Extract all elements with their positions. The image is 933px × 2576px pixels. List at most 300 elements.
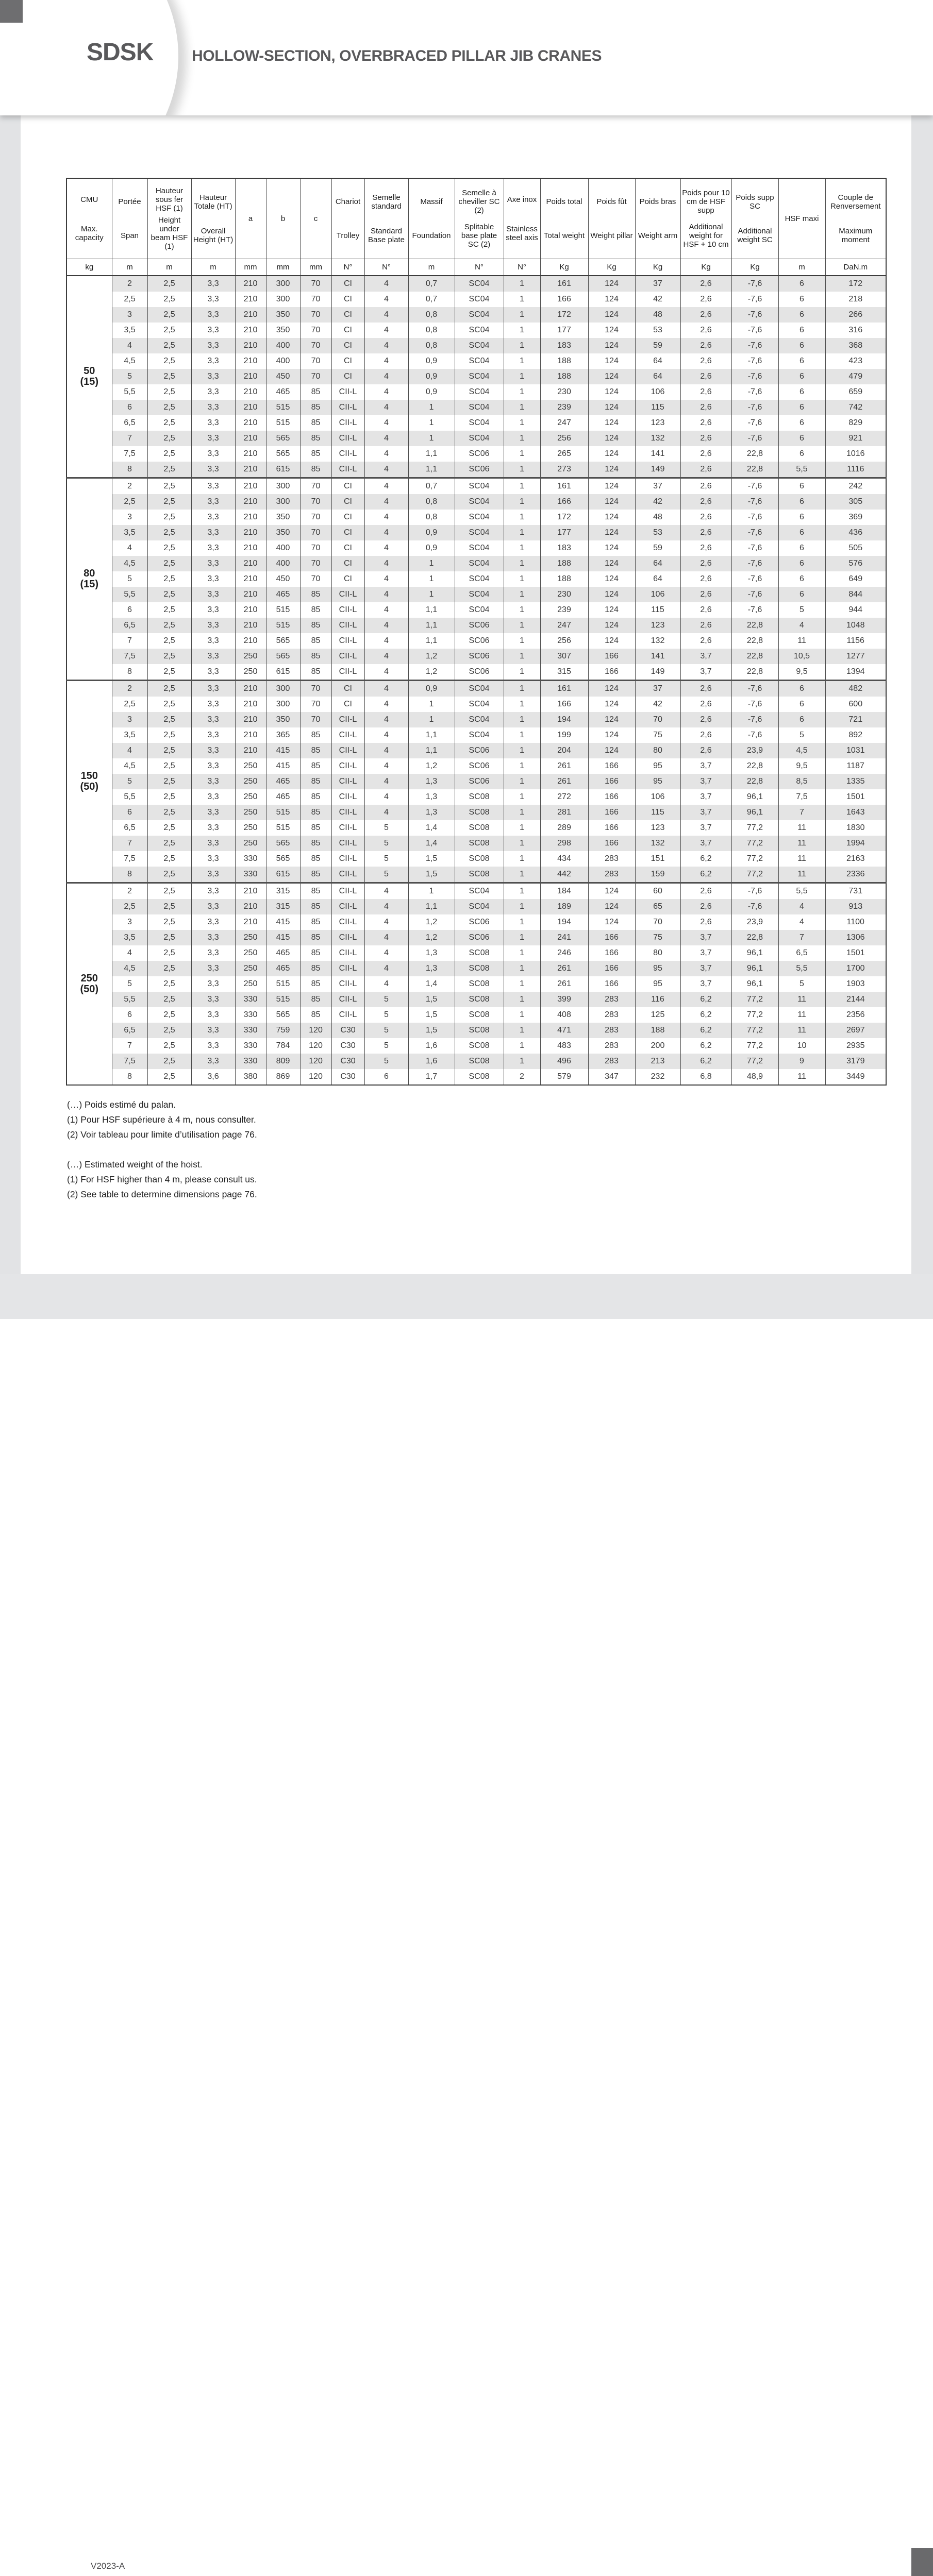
table-cell: 1116 bbox=[825, 462, 886, 478]
table-cell: 124 bbox=[588, 571, 635, 587]
table-cell: 1 bbox=[504, 727, 540, 743]
table-row bbox=[66, 400, 886, 415]
table-cell: 210 bbox=[235, 556, 266, 571]
table-cell: 4,5 bbox=[112, 353, 147, 369]
table-cell: 5,5 bbox=[778, 883, 825, 900]
table-cell: 515 bbox=[266, 602, 300, 618]
table-cell: 1 bbox=[504, 525, 540, 540]
table-cell: 5 bbox=[364, 1007, 408, 1023]
col-header-pillar-weight: Poids fût Weight pillar bbox=[588, 178, 635, 259]
table-cell: 1 bbox=[504, 664, 540, 681]
table-cell: 3,3 bbox=[191, 867, 235, 883]
table-cell: 2935 bbox=[825, 1038, 886, 1054]
table-cell: 2,5 bbox=[147, 1007, 191, 1023]
table-row bbox=[66, 510, 886, 525]
table-cell: 4 bbox=[364, 510, 408, 525]
table-cell: CII-L bbox=[331, 602, 364, 618]
table-cell: 166 bbox=[540, 292, 588, 307]
table-cell: 5 bbox=[364, 1054, 408, 1069]
table-cell: 210 bbox=[235, 338, 266, 353]
table-cell: 579 bbox=[540, 1069, 588, 1085]
table-cell: SC04 bbox=[455, 292, 504, 307]
table-cell: 230 bbox=[540, 587, 588, 602]
table-cell: 22,8 bbox=[731, 618, 778, 633]
table-cell: 2,5 bbox=[147, 820, 191, 836]
table-cell: 166 bbox=[588, 664, 635, 681]
table-cell: 3,3 bbox=[191, 633, 235, 649]
table-cell: 85 bbox=[300, 587, 331, 602]
table-cell: CII-L bbox=[331, 633, 364, 649]
capacity-group-label: 50 (15) bbox=[66, 276, 112, 478]
table-cell: 0,7 bbox=[408, 292, 455, 307]
table-row bbox=[66, 914, 886, 930]
table-cell: 210 bbox=[235, 369, 266, 384]
table-row bbox=[66, 369, 886, 384]
table-cell: 132 bbox=[635, 431, 680, 446]
table-cell: 465 bbox=[266, 945, 300, 961]
unit-stainless-axis: N° bbox=[504, 259, 540, 276]
table-cell: 1,1 bbox=[408, 446, 455, 462]
table-cell: 423 bbox=[825, 353, 886, 369]
table-cell: 3,3 bbox=[191, 976, 235, 992]
col-header-hsf-maxi: HSF maxi bbox=[778, 178, 825, 259]
table-cell: 172 bbox=[540, 307, 588, 323]
table-cell: 177 bbox=[540, 525, 588, 540]
table-cell: 4,5 bbox=[112, 961, 147, 976]
table-cell: 70 bbox=[300, 681, 331, 697]
table-cell: 515 bbox=[266, 976, 300, 992]
table-cell: 96,1 bbox=[731, 976, 778, 992]
table-cell: C30 bbox=[331, 1038, 364, 1054]
table-row bbox=[66, 494, 886, 510]
units-row bbox=[66, 259, 886, 276]
table-cell: SC08 bbox=[455, 976, 504, 992]
table-cell: 315 bbox=[540, 664, 588, 681]
table-cell: SC04 bbox=[455, 276, 504, 292]
table-cell: 183 bbox=[540, 338, 588, 353]
table-cell: 132 bbox=[635, 836, 680, 851]
table-cell: 210 bbox=[235, 899, 266, 914]
table-row bbox=[66, 446, 886, 462]
table-cell: CII-L bbox=[331, 431, 364, 446]
table-cell: SC04 bbox=[455, 571, 504, 587]
col-header-b: b bbox=[266, 178, 300, 259]
table-cell: 4 bbox=[364, 899, 408, 914]
spec-table-container bbox=[66, 178, 887, 1086]
table-cell: 2,6 bbox=[680, 618, 731, 633]
table-cell: SC08 bbox=[455, 867, 504, 883]
table-cell: 3,3 bbox=[191, 338, 235, 353]
table-cell: -7,6 bbox=[731, 494, 778, 510]
table-cell: 1 bbox=[504, 867, 540, 883]
table-cell: -7,6 bbox=[731, 899, 778, 914]
table-cell: CI bbox=[331, 338, 364, 353]
table-cell: 4 bbox=[364, 292, 408, 307]
table-cell: 161 bbox=[540, 276, 588, 292]
footnote-fr-hoist: (…) Poids estimé du palan. bbox=[67, 1099, 176, 1110]
table-cell: -7,6 bbox=[731, 525, 778, 540]
table-cell: 2,6 bbox=[680, 571, 731, 587]
table-cell: 1,1 bbox=[408, 633, 455, 649]
table-cell: 721 bbox=[825, 712, 886, 727]
table-cell: 256 bbox=[540, 431, 588, 446]
table-cell: 1,3 bbox=[408, 789, 455, 805]
table-cell: 5 bbox=[364, 1038, 408, 1054]
table-cell: 166 bbox=[588, 649, 635, 664]
table-cell: 330 bbox=[235, 1038, 266, 1054]
table-cell: 250 bbox=[235, 789, 266, 805]
table-cell: 166 bbox=[588, 789, 635, 805]
table-cell: 759 bbox=[266, 1023, 300, 1038]
table-cell: 70 bbox=[300, 540, 331, 556]
table-cell: CI bbox=[331, 510, 364, 525]
table-cell: 6 bbox=[778, 478, 825, 495]
table-cell: SC06 bbox=[455, 758, 504, 774]
table-cell: 5,5 bbox=[112, 992, 147, 1007]
table-cell: 6,5 bbox=[112, 618, 147, 633]
table-cell: 6,2 bbox=[680, 1038, 731, 1054]
table-cell: 565 bbox=[266, 633, 300, 649]
right-margin-strip bbox=[911, 115, 933, 1274]
table-cell: 1,1 bbox=[408, 743, 455, 758]
table-cell: 565 bbox=[266, 446, 300, 462]
table-cell: 4 bbox=[364, 478, 408, 495]
col-header-c: c bbox=[300, 178, 331, 259]
table-cell: CI bbox=[331, 571, 364, 587]
table-cell: 2,5 bbox=[147, 276, 191, 292]
table-cell: 921 bbox=[825, 431, 886, 446]
table-cell: 23,9 bbox=[731, 914, 778, 930]
table-cell: 166 bbox=[588, 805, 635, 820]
table-cell: 77,2 bbox=[731, 836, 778, 851]
table-cell: 1 bbox=[504, 415, 540, 431]
table-cell: 6 bbox=[778, 712, 825, 727]
table-cell: 210 bbox=[235, 494, 266, 510]
table-cell: 250 bbox=[235, 961, 266, 976]
table-cell: 6,2 bbox=[680, 1023, 731, 1038]
table-cell: 0,9 bbox=[408, 369, 455, 384]
table-cell: 2,6 bbox=[680, 697, 731, 712]
table-row bbox=[66, 681, 886, 697]
table-cell: 3,7 bbox=[680, 976, 731, 992]
table-cell: -7,6 bbox=[731, 587, 778, 602]
table-cell: 5 bbox=[364, 1023, 408, 1038]
table-cell: 124 bbox=[588, 697, 635, 712]
unit-std-base-plate: N° bbox=[364, 259, 408, 276]
table-cell: 450 bbox=[266, 571, 300, 587]
table-cell: 1 bbox=[504, 556, 540, 571]
table-cell: 2,6 bbox=[680, 525, 731, 540]
col-header-total-weight: Poids total Total weight bbox=[540, 178, 588, 259]
table-cell: 22,8 bbox=[731, 633, 778, 649]
table-cell: 330 bbox=[235, 851, 266, 867]
table-cell: 210 bbox=[235, 618, 266, 633]
table-cell: 2,5 bbox=[147, 338, 191, 353]
table-cell: CI bbox=[331, 697, 364, 712]
table-cell: 3,3 bbox=[191, 805, 235, 820]
table-cell: 210 bbox=[235, 743, 266, 758]
table-cell: 1 bbox=[504, 494, 540, 510]
table-row bbox=[66, 820, 886, 836]
table-row bbox=[66, 571, 886, 587]
table-cell: 3,3 bbox=[191, 400, 235, 415]
table-cell: 1 bbox=[504, 961, 540, 976]
table-cell: 1,6 bbox=[408, 1054, 455, 1069]
table-cell: 124 bbox=[588, 478, 635, 495]
table-cell: SC04 bbox=[455, 400, 504, 415]
table-cell: 116 bbox=[635, 992, 680, 1007]
table-cell: CII-L bbox=[331, 836, 364, 851]
table-cell: 48 bbox=[635, 510, 680, 525]
table-cell: 70 bbox=[300, 353, 331, 369]
table-cell: 2,5 bbox=[147, 431, 191, 446]
table-cell: 2,5 bbox=[147, 789, 191, 805]
table-cell: 2,6 bbox=[680, 914, 731, 930]
table-cell: 48,9 bbox=[731, 1069, 778, 1085]
table-cell: 188 bbox=[635, 1023, 680, 1038]
table-cell: 7 bbox=[112, 633, 147, 649]
table-cell: 2,5 bbox=[147, 478, 191, 495]
table-cell: 1643 bbox=[825, 805, 886, 820]
table-cell: 70 bbox=[300, 292, 331, 307]
table-cell: 2,6 bbox=[680, 712, 731, 727]
table-cell: SC06 bbox=[455, 664, 504, 681]
table-cell: 210 bbox=[235, 681, 266, 697]
table-cell: 85 bbox=[300, 945, 331, 961]
table-cell: SC04 bbox=[455, 510, 504, 525]
table-cell: 6 bbox=[778, 510, 825, 525]
table-cell: 22,8 bbox=[731, 446, 778, 462]
table-cell: 3,3 bbox=[191, 697, 235, 712]
table-cell: 85 bbox=[300, 774, 331, 789]
table-cell: 0,8 bbox=[408, 323, 455, 338]
table-cell: SC04 bbox=[455, 883, 504, 900]
table-cell: 7,5 bbox=[112, 446, 147, 462]
table-cell: SC04 bbox=[455, 540, 504, 556]
table-row bbox=[66, 307, 886, 323]
table-cell: 11 bbox=[778, 867, 825, 883]
table-cell: SC08 bbox=[455, 1038, 504, 1054]
table-cell: 3,7 bbox=[680, 961, 731, 976]
table-cell: 3,5 bbox=[112, 727, 147, 743]
table-cell: 2,5 bbox=[147, 602, 191, 618]
table-cell: 3,3 bbox=[191, 462, 235, 478]
table-cell: CII-L bbox=[331, 462, 364, 478]
table-cell: 4 bbox=[364, 712, 408, 727]
table-cell: 250 bbox=[235, 836, 266, 851]
table-cell: 210 bbox=[235, 712, 266, 727]
table-cell: 70 bbox=[300, 571, 331, 587]
table-cell: 5 bbox=[364, 867, 408, 883]
table-cell: SC04 bbox=[455, 602, 504, 618]
table-cell: 3,3 bbox=[191, 587, 235, 602]
table-cell: CII-L bbox=[331, 774, 364, 789]
table-cell: 8,5 bbox=[778, 774, 825, 789]
table-cell: 3,3 bbox=[191, 664, 235, 681]
table-cell: 400 bbox=[266, 338, 300, 353]
table-cell: 194 bbox=[540, 914, 588, 930]
table-cell: CII-L bbox=[331, 743, 364, 758]
table-cell: CII-L bbox=[331, 945, 364, 961]
table-cell: 4 bbox=[364, 976, 408, 992]
table-cell: CII-L bbox=[331, 883, 364, 900]
table-cell: 1,5 bbox=[408, 1023, 455, 1038]
table-cell: 2,5 bbox=[147, 571, 191, 587]
table-cell: 80 bbox=[635, 743, 680, 758]
table-cell: 330 bbox=[235, 1023, 266, 1038]
table-cell: SC04 bbox=[455, 525, 504, 540]
table-cell: 6 bbox=[112, 805, 147, 820]
table-cell: 42 bbox=[635, 494, 680, 510]
table-cell: 2,5 bbox=[147, 914, 191, 930]
table-cell: 1 bbox=[504, 587, 540, 602]
table-cell: -7,6 bbox=[731, 353, 778, 369]
table-cell: CII-L bbox=[331, 805, 364, 820]
table-cell: CI bbox=[331, 525, 364, 540]
table-cell: 77,2 bbox=[731, 992, 778, 1007]
table-cell: 124 bbox=[588, 307, 635, 323]
unit-total-weight: Kg bbox=[540, 259, 588, 276]
table-cell: 1830 bbox=[825, 820, 886, 836]
table-cell: 2,5 bbox=[112, 697, 147, 712]
table-cell: 3 bbox=[112, 712, 147, 727]
table-cell: 42 bbox=[635, 292, 680, 307]
table-cell: 242 bbox=[825, 478, 886, 495]
table-cell: 1 bbox=[504, 602, 540, 618]
table-cell: 22,8 bbox=[731, 462, 778, 478]
table-cell: 600 bbox=[825, 697, 886, 712]
table-cell: 1 bbox=[504, 431, 540, 446]
table-cell: 3,3 bbox=[191, 602, 235, 618]
table-row bbox=[66, 478, 886, 495]
table-cell: 1,5 bbox=[408, 867, 455, 883]
table-cell: 77,2 bbox=[731, 1038, 778, 1054]
table-cell: 1394 bbox=[825, 664, 886, 681]
table-cell: 4 bbox=[364, 633, 408, 649]
table-cell: 11 bbox=[778, 1069, 825, 1085]
table-cell: 124 bbox=[588, 510, 635, 525]
table-cell: 283 bbox=[588, 1054, 635, 1069]
table-cell: 565 bbox=[266, 851, 300, 867]
table-cell: 85 bbox=[300, 805, 331, 820]
table-cell: 2 bbox=[504, 1069, 540, 1085]
table-cell: 2,5 bbox=[147, 618, 191, 633]
table-cell: 844 bbox=[825, 587, 886, 602]
table-cell: 1 bbox=[504, 338, 540, 353]
footnotes-french bbox=[67, 1097, 257, 1142]
table-cell: 2,5 bbox=[147, 494, 191, 510]
left-margin-strip bbox=[0, 115, 21, 1274]
table-cell: 4,5 bbox=[112, 556, 147, 571]
table-cell: 2,5 bbox=[147, 836, 191, 851]
table-cell: 2,5 bbox=[147, 353, 191, 369]
table-cell: 515 bbox=[266, 820, 300, 836]
table-cell: 115 bbox=[635, 400, 680, 415]
table-cell: 2,5 bbox=[147, 664, 191, 681]
table-cell: 70 bbox=[635, 914, 680, 930]
table-cell: 6 bbox=[778, 556, 825, 571]
table-cell: 3,3 bbox=[191, 712, 235, 727]
table-cell: 183 bbox=[540, 540, 588, 556]
table-cell: 479 bbox=[825, 369, 886, 384]
table-cell: 230 bbox=[540, 384, 588, 400]
table-cell: 2,5 bbox=[147, 649, 191, 664]
table-cell: 350 bbox=[266, 712, 300, 727]
table-cell: 3,3 bbox=[191, 540, 235, 556]
table-cell: 2,5 bbox=[147, 540, 191, 556]
table-cell: 85 bbox=[300, 384, 331, 400]
table-cell: 6 bbox=[778, 400, 825, 415]
table-cell: SC08 bbox=[455, 945, 504, 961]
table-cell: 85 bbox=[300, 789, 331, 805]
table-cell: 0,8 bbox=[408, 338, 455, 353]
table-cell: SC06 bbox=[455, 649, 504, 664]
footer-corner-square bbox=[911, 2548, 933, 2576]
table-cell: 2 bbox=[112, 681, 147, 697]
table-cell: 4 bbox=[364, 789, 408, 805]
table-cell: 2,5 bbox=[147, 712, 191, 727]
table-cell: 515 bbox=[266, 415, 300, 431]
table-cell: 124 bbox=[588, 602, 635, 618]
table-cell: -7,6 bbox=[731, 384, 778, 400]
table-cell: 483 bbox=[540, 1038, 588, 1054]
table-cell: CII-L bbox=[331, 914, 364, 930]
table-cell: 2,5 bbox=[147, 556, 191, 571]
table-cell: 2,6 bbox=[680, 478, 731, 495]
table-cell: SC06 bbox=[455, 743, 504, 758]
table-cell: 166 bbox=[588, 758, 635, 774]
table-cell: 250 bbox=[235, 820, 266, 836]
table-cell: 809 bbox=[266, 1054, 300, 1069]
table-cell: 2,5 bbox=[147, 727, 191, 743]
table-cell: 124 bbox=[588, 743, 635, 758]
table-cell: 3,3 bbox=[191, 556, 235, 571]
table-cell: SC04 bbox=[455, 415, 504, 431]
table-cell: 3,3 bbox=[191, 914, 235, 930]
table-cell: 6 bbox=[112, 400, 147, 415]
table-cell: 369 bbox=[825, 510, 886, 525]
table-cell: -7,6 bbox=[731, 369, 778, 384]
table-cell: -7,6 bbox=[731, 338, 778, 353]
table-cell: 3,3 bbox=[191, 961, 235, 976]
table-cell: 70 bbox=[300, 712, 331, 727]
table-cell: 210 bbox=[235, 540, 266, 556]
table-cell: 77,2 bbox=[731, 1054, 778, 1069]
table-cell: 1994 bbox=[825, 836, 886, 851]
table-cell: 70 bbox=[300, 276, 331, 292]
table-cell: 22,8 bbox=[731, 664, 778, 681]
col-header-arm-weight: Poids bras Weight arm bbox=[635, 178, 680, 259]
table-cell: 300 bbox=[266, 697, 300, 712]
table-cell: 2 bbox=[112, 883, 147, 900]
table-cell: 85 bbox=[300, 431, 331, 446]
table-cell: 6,2 bbox=[680, 1054, 731, 1069]
table-cell: 283 bbox=[588, 867, 635, 883]
table-cell: 300 bbox=[266, 494, 300, 510]
table-cell: 399 bbox=[540, 992, 588, 1007]
table-cell: 210 bbox=[235, 525, 266, 540]
spec-table-body bbox=[66, 276, 886, 1085]
table-cell: 0,8 bbox=[408, 494, 455, 510]
table-cell: 4 bbox=[364, 415, 408, 431]
table-cell: 2,5 bbox=[147, 681, 191, 697]
unit-max-moment: DaN.m bbox=[825, 259, 886, 276]
table-cell: 347 bbox=[588, 1069, 635, 1085]
table-cell: CI bbox=[331, 681, 364, 697]
table-cell: 1 bbox=[504, 743, 540, 758]
table-cell: 316 bbox=[825, 323, 886, 338]
table-cell: 85 bbox=[300, 851, 331, 867]
